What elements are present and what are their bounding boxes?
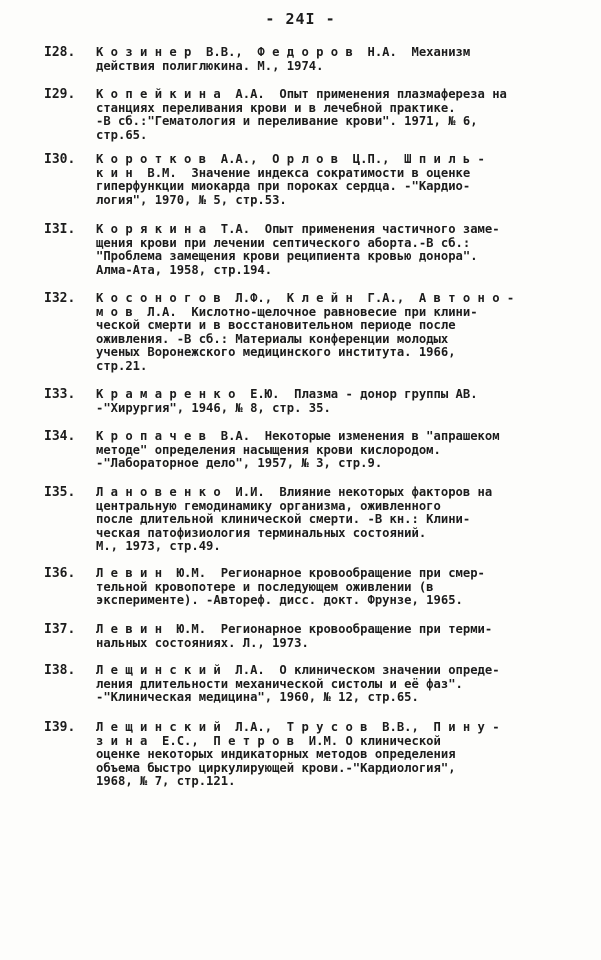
entry-number: I32. [44,291,76,306]
entry-line: з и н а Е.С., П е т р о в И.М. О клинической [96,734,441,748]
entry-line: Л е щ и н с к и й Л.А., Т р у с о в В.В., П и н у - [96,721,500,734]
page-number: - 24I - [265,10,336,28]
entry-line: Л е в и н Ю.М. Регионарное кровообращение при смер- [96,567,485,580]
entry-line: центральную гемодинамику организма, оживленного [96,499,441,513]
entry-text [96,430,564,471]
entry-line: ученых Воронежского медицинского института. 1966, [96,346,456,359]
entry-line: стр.21. [96,359,148,373]
entry-line: -"Лабораторное дело", 1957, № 3, стр.9. [96,457,383,470]
entry-text [96,486,564,554]
entry-line: -В сб.:"Гематология и переливание крови". 1971, № 6, [96,115,478,128]
entry-number: I28. [44,45,76,60]
entry-line: м о в Л.А. Кислотно-щелочное равновесие при клини- [96,305,478,319]
entry-line: К о р о т к о в А.А., О р л о в Ц.П., Ш п и л ь - [96,153,485,166]
entry-line: объема быстро циркулирующей крови.-"Кардиология", [96,761,456,775]
entry-number: I30. [44,152,76,167]
entry-line: после длительной клинической смерти. -В кн.: Клини- [96,513,471,526]
entry-number: I35. [44,485,76,500]
entry-line: эксперименте). -Автореф. дисс. докт. Фрунзе, 1965. [96,594,463,607]
entry-line: Л е в и н Ю.М. Регионарное кровообращение при терми- [96,623,493,636]
entry-line: К р о п а ч е в В.А. Некоторые изменения в "апрашеком [96,430,500,443]
entry-text [96,292,564,373]
entry-line: тельной кровопотере и последующем оживлении (в [96,580,434,594]
entry-line: Л а н о в е н к о И.И. Влияние некоторых факторов на [96,486,493,499]
entry-line: 1968, № 7, стр.121. [96,775,236,788]
entry-number: I3I. [44,222,76,237]
entry-line: к и н В.М. Значение индекса сократимости в оценке [96,166,471,180]
entry-line: станциях переливания крови и в лечебной практике. [96,101,456,115]
entry-line: К о з и н е р В.В., Ф е д о р о в Н.А. Механизм [96,46,471,59]
entry-line: К о р я к и н а Т.А. Опыт применения частичного заме- [96,223,500,236]
entry-line: оценке некоторых индикаторных методов определения [96,748,456,761]
entry-line: гиперфункции миокарда при пороках сердца. -"Кардио- [96,180,471,193]
entry-line: -"Хирургия", 1946, № 8, стр. 35. [96,401,331,415]
entry-text [96,88,564,142]
entry-text [96,567,564,608]
entry-line: Алма-Ата, 1958, стр.194. [96,263,273,277]
entry-line: К о п е й к и н а А.А. Опыт применения плазмафереза на [96,88,507,101]
entry-line: ческая патофизиология терминальных состояний. [96,526,427,540]
entry-number: I34. [44,429,76,444]
entry-text [96,388,564,415]
entry-line: действия полиглюкина. М., 1974. [96,59,324,73]
entry-line: М., 1973, стр.49. [96,540,221,553]
entry-number: I33. [44,387,76,402]
entry-line: щения крови при лечении септического аборта.-В сб.: [96,236,471,250]
entry-line: нальных состояниях. Л., 1973. [96,636,309,650]
entry-number: I37. [44,622,76,637]
entry-text [96,223,564,277]
entry-line: оживления. -В сб.: Материалы конференции молодых [96,332,449,346]
entry-number: I36. [44,566,76,581]
entry-text [96,721,564,789]
entry-text [96,623,564,650]
entry-line: стр.65. [96,128,148,142]
entry-line: методе" определения насыщения крови кислородом. [96,443,441,457]
entry-number: I29. [44,87,76,102]
entry-line: ления длительности механической систолы и её фаз". [96,677,463,691]
entry-line: -"Клиническая медицина", 1960, № 12, стр.65. [96,691,419,704]
entry-text [96,153,564,207]
entry-number: I38. [44,663,76,678]
entry-number: I39. [44,720,76,735]
entry-line: Л е щ и н с к и й Л.А. О клиническом значении опреде- [96,664,500,677]
entry-line: логия", 1970, № 5, стр.53. [96,193,287,207]
entry-line: К о с о н о г о в Л.Ф., К л е й н Г.А., А в т о н о - [96,292,515,305]
entry-text [96,664,564,705]
entry-line: "Проблема замещения крови реципиента кровью донора". [96,250,478,263]
entry-text [96,46,564,73]
entry-line: К р а м а р е н к о Е.Ю. Плазма - донор группы АВ. [96,388,478,401]
entry-line: ческой смерти и в восстановительном периоде после [96,319,456,332]
